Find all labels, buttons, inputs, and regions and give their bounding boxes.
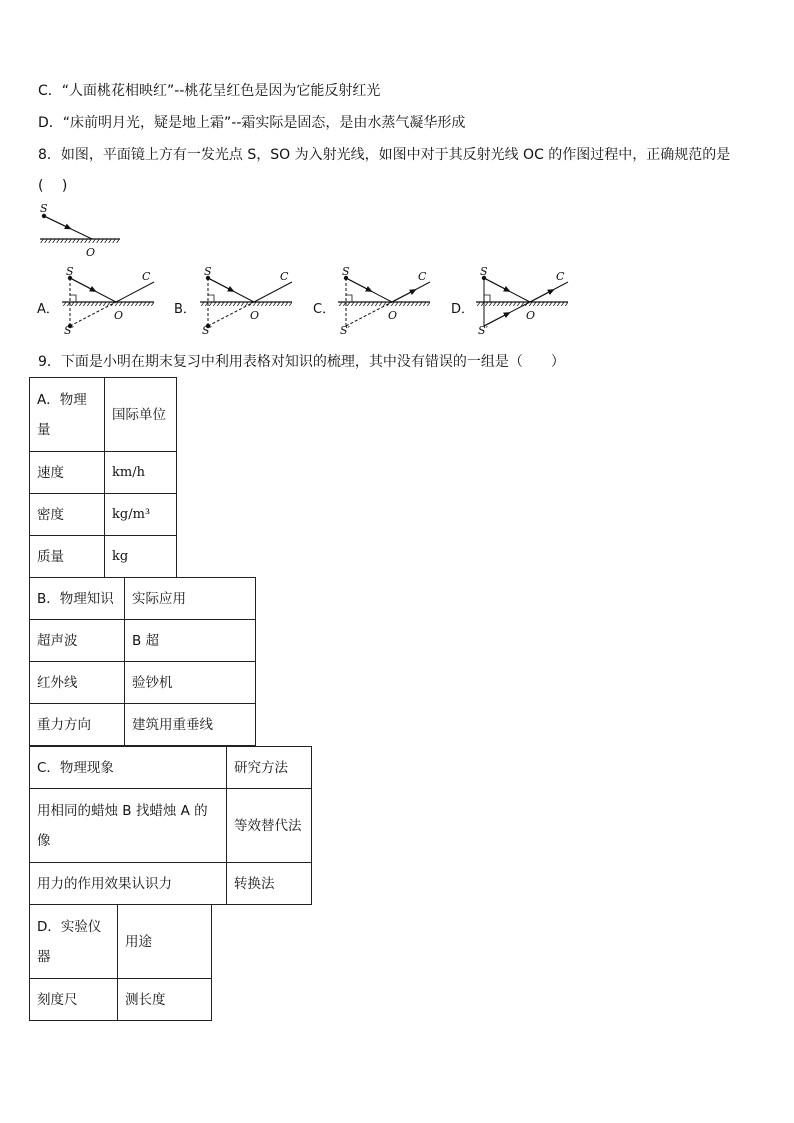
- table-a-header-unit: 国际单位: [105, 378, 177, 452]
- table-d-cell: 测长度: [118, 979, 212, 1021]
- table-b-header-application: 实际应用: [125, 578, 256, 620]
- table-c: [29, 746, 312, 905]
- table-a: [29, 377, 177, 578]
- table-b-cell: 验钞机: [125, 662, 256, 704]
- option-d-figure: [472, 266, 572, 334]
- table-d: [29, 904, 212, 1021]
- option-c-text: C．“人面桃花相映红”--桃花呈红色是因为它能反射红光: [38, 83, 381, 99]
- table-c-cell: 用力的作用效果认识力: [30, 863, 227, 905]
- question-8-text: 8．如图，平面镜上方有一发光点 S，SO 为入射光线，如图中对于其反射光线 OC 的作图过程中，正确规范的是: [38, 147, 731, 163]
- question-8-answer-paren: ( ): [38, 178, 68, 194]
- table-b-cell: 建筑用重垂线: [125, 704, 256, 746]
- option-a-label: A．: [37, 302, 59, 317]
- option-a-figure: [58, 266, 158, 334]
- table-b-header-knowledge: B．物理知识: [30, 578, 125, 620]
- table-c-cell: 转换法: [227, 863, 312, 905]
- option-b-figure: [196, 266, 296, 334]
- table-b-cell: 红外线: [30, 662, 125, 704]
- option-b-label: B．: [174, 302, 196, 317]
- svg-text:S′: S′: [340, 324, 351, 334]
- svg-text:C: C: [418, 270, 427, 283]
- table-b-cell: 超声波: [30, 620, 125, 662]
- table-a-cell: 质量: [30, 536, 105, 578]
- svg-text:O: O: [388, 309, 398, 322]
- svg-text:O: O: [250, 309, 260, 322]
- table-a-cell: 速度: [30, 452, 105, 494]
- option-c-figure: [334, 266, 434, 334]
- table-c-header-method: 研究方法: [227, 747, 312, 789]
- table-c-cell: 用相同的蜡烛 B 找蜡烛 A 的 像: [30, 789, 227, 863]
- svg-text:O: O: [526, 309, 536, 322]
- table-a-cell: km/h: [105, 452, 177, 494]
- incident-arrow: [44, 216, 69, 228]
- table-a-header-quantity: A．物理 量: [30, 378, 105, 452]
- mirror-hatch: [40, 239, 120, 243]
- table-c-cell: 等效替代法: [227, 789, 312, 863]
- question-9-text: 9．下面是小明在期末复习中利用表格对知识的梳理，其中没有错误的一组是（ ）: [38, 354, 565, 370]
- svg-text:S: S: [204, 266, 212, 278]
- table-a-cell: kg: [105, 536, 177, 578]
- q8-main-figure: [36, 202, 126, 260]
- svg-text:S′: S′: [64, 324, 75, 334]
- svg-text:S′: S′: [202, 324, 213, 334]
- option-d-label: D．: [451, 302, 475, 317]
- table-b-cell: B 超: [125, 620, 256, 662]
- table-b: [29, 577, 256, 746]
- table-b-cell: 重力方向: [30, 704, 125, 746]
- table-d-header-instrument: D．实验仪 器: [30, 905, 118, 979]
- table-d-cell: 刻度尺: [30, 979, 118, 1021]
- svg-text:C: C: [280, 270, 289, 283]
- svg-text:C: C: [556, 270, 565, 283]
- option-d-text: D．“床前明月光，疑是地上霜”--霜实际是固态，是由水蒸气凝华形成: [38, 115, 466, 131]
- svg-text:S′: S′: [478, 324, 489, 334]
- svg-text:S: S: [66, 266, 74, 278]
- table-d-header-use: 用途: [118, 905, 212, 979]
- svg-text:O: O: [114, 309, 124, 322]
- svg-text:S: S: [480, 266, 488, 278]
- svg-text:C: C: [142, 270, 151, 283]
- svg-text:S: S: [342, 266, 350, 278]
- option-c-label: C．: [313, 302, 336, 317]
- table-c-header-phenomenon: C．物理现象: [30, 747, 227, 789]
- label-s: S: [40, 202, 48, 215]
- table-a-cell: kg/m³: [105, 494, 177, 536]
- table-a-cell: 密度: [30, 494, 105, 536]
- label-o: O: [86, 246, 96, 259]
